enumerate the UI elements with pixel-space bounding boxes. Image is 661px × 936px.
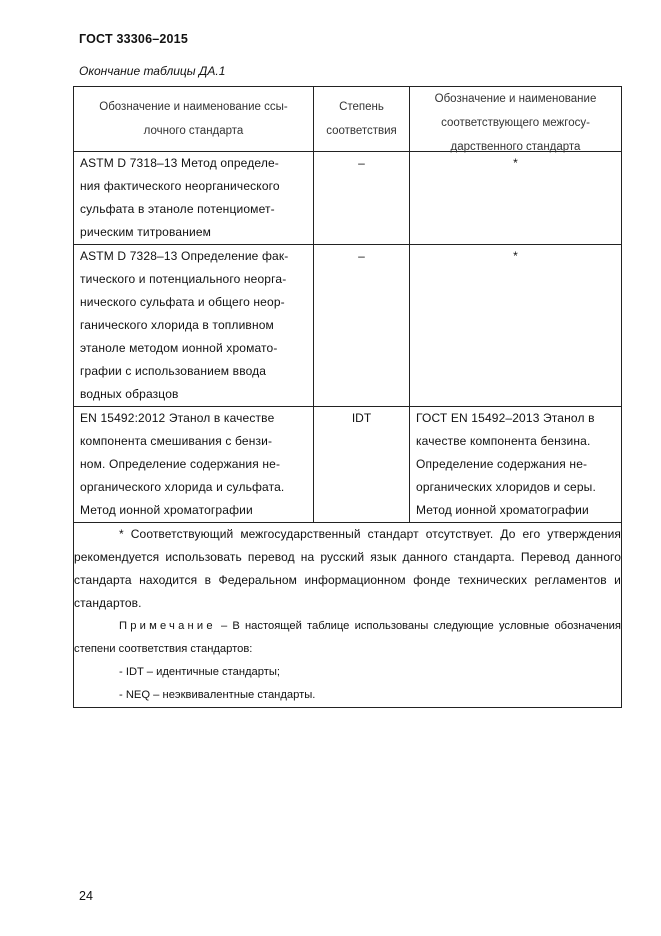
column-header-reference — [74, 87, 314, 152]
cell-national: * — [410, 245, 622, 407]
cell-reference — [74, 245, 314, 407]
table-caption: Окончание таблицы ДА.1 — [79, 64, 226, 78]
cell-degree: – — [314, 245, 410, 407]
note-item-neq: - NEQ – неэквивалентные стандарты. — [119, 689, 316, 701]
table-footnote-cell — [74, 523, 622, 708]
cell-degree: – — [314, 152, 410, 245]
footnote-text: * Соответствующий межгосударственный стандарт отсутствует. До его утверждения рекомендуется использовать перевод на русский язык данного стандарта. Перевод данного стандарта находится в Федеральном информационном фонде технических регламентов и стандартов. — [74, 527, 621, 610]
note-label: Примечание — [119, 620, 216, 632]
national-text: ГОСТ EN 15492–2013 Этанол в качестве компонента бензина. Определение содержания не- органических хлоридов и серы. Метод ионной хроматографии — [416, 411, 596, 517]
reference-text: ASTM D 7318–13 Метод определе- ния фактического неорганического сульфата в этаноле потенциомет- рическим титрованием — [80, 156, 280, 239]
note-item-idt: - IDT – идентичные стандарты; — [119, 666, 281, 678]
cell-reference — [74, 407, 314, 523]
note-text: – В настоящей таблице использованы следующие условные обозначения степени соответствия стандартов: — [74, 620, 621, 655]
cell-degree: IDT — [314, 407, 410, 523]
cell-national: * — [410, 152, 622, 245]
column-header-national-label: Обозначение и наименование соответствующего межгосу- дарственного стандарта — [434, 93, 597, 153]
reference-standards-table — [73, 86, 622, 708]
table-header-row — [74, 87, 622, 152]
column-header-degree-label: Степень соответствия — [326, 101, 397, 137]
table-row — [74, 245, 622, 407]
note-paragraph — [74, 615, 621, 661]
table-row — [74, 407, 622, 523]
document-header: ГОСТ 33306–2015 — [79, 32, 188, 46]
cell-reference — [74, 152, 314, 245]
reference-text: ASTM D 7328–13 Определение фак- тического и потенциального неорга- нического сульфата и общего неор- ганического хлорида в топливном этаноле методом ионной хромато- графии с использованием ввода водных образцов — [80, 249, 289, 401]
cell-national — [410, 407, 622, 523]
table-row — [74, 152, 622, 245]
table-footnote-row — [74, 523, 622, 708]
reference-text: EN 15492:2012 Этанол в качестве компонента смешивания с бензи- ном. Определение содержания не- органического хлорида и сульфата. Метод ионной хроматографии — [80, 411, 285, 517]
page-number: 24 — [79, 889, 93, 903]
column-header-reference-label: Обозначение и наименование ссы- лочного стандарта — [99, 101, 288, 137]
column-header-degree — [314, 87, 410, 152]
column-header-national — [410, 87, 622, 152]
